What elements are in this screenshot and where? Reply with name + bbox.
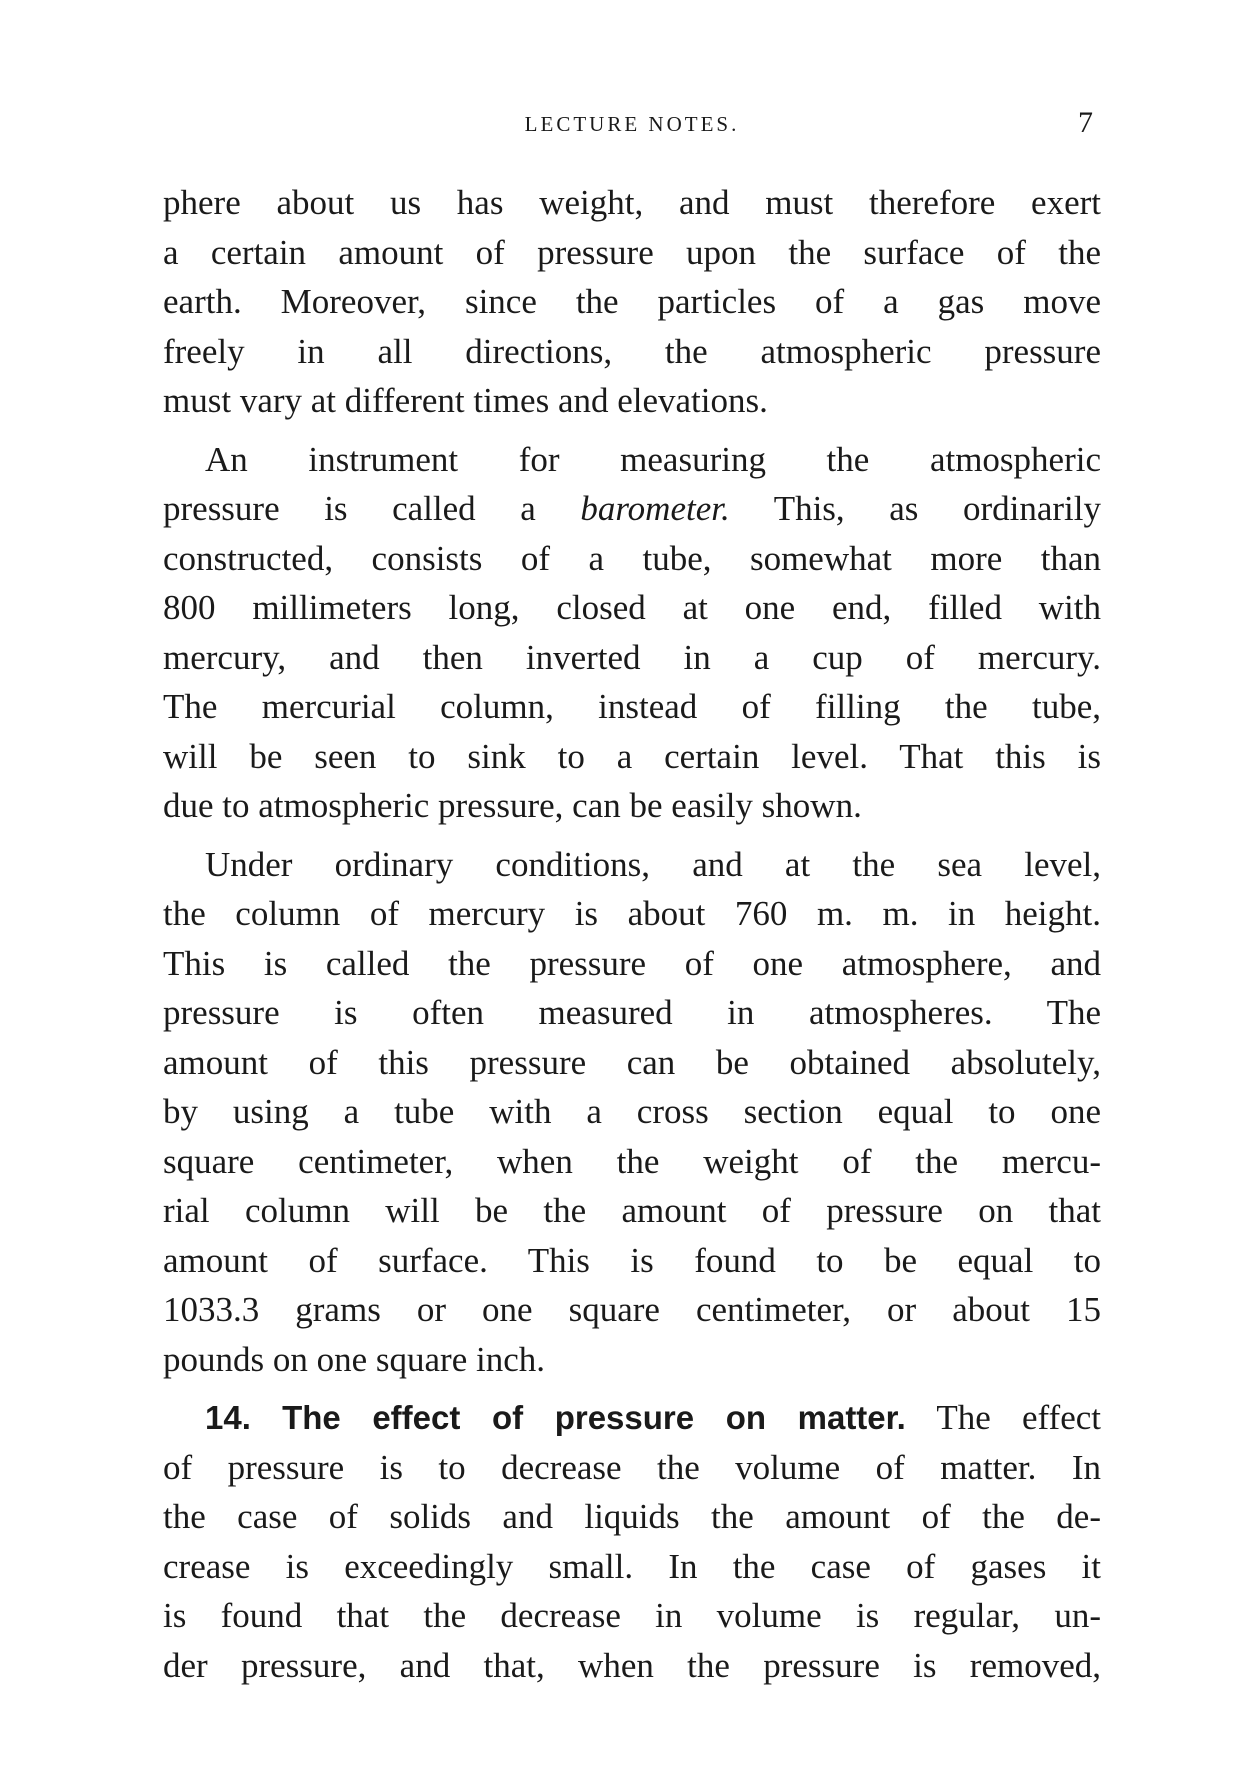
text-line: must vary at different times and elevations. bbox=[163, 381, 768, 420]
running-head bbox=[163, 104, 1101, 144]
text-line: by using a tube with a cross section equal to one bbox=[163, 1092, 1101, 1131]
body-text bbox=[163, 178, 1101, 1690]
section-heading: The effect of pressure on matter. bbox=[282, 1399, 906, 1436]
text-line bbox=[163, 484, 1101, 534]
text-span: The effect bbox=[905, 1398, 1101, 1437]
text-line: pressure is often measured in atmospheres. The bbox=[163, 993, 1101, 1032]
text-line: a certain amount of pressure upon the surface of the bbox=[163, 232, 1101, 272]
text-line: phere about us has weight, and must therefore exert bbox=[163, 183, 1101, 222]
text-line: mercury, and then inverted in a cup of mercury. bbox=[163, 637, 1101, 677]
text-line: will be seen to sink to a certain level. That this is bbox=[163, 736, 1101, 776]
text-line: earth. Moreover, since the particles of a gas move bbox=[163, 282, 1101, 321]
text-span: pressure is called a bbox=[163, 489, 581, 528]
section-14 bbox=[163, 1393, 1101, 1690]
text-line: An instrument for measuring the atmospheric bbox=[205, 439, 1101, 479]
paragraph-barometer bbox=[163, 435, 1101, 831]
text-line: crease is exceedingly small. In the case of gases it bbox=[163, 1546, 1101, 1586]
text-span: This, as ordinarily bbox=[729, 489, 1101, 528]
text-line: amount of surface. This is found to be equal to bbox=[163, 1240, 1101, 1280]
text-line: is found that the decrease in volume is regular, un- bbox=[163, 1596, 1101, 1635]
text-line: due to atmospheric pressure, can be easily shown. bbox=[163, 786, 862, 825]
text-line: rial column will be the amount of pressure on that bbox=[163, 1191, 1101, 1230]
text-line: amount of this pressure can be obtained absolutely, bbox=[163, 1042, 1101, 1082]
text-line: 800 millimeters long, closed at one end, filled with bbox=[163, 588, 1101, 627]
text-line: constructed, consists of a tube, somewhat more than bbox=[163, 538, 1101, 578]
text-line: the case of solids and liquids the amount of the de- bbox=[163, 1497, 1101, 1536]
page-number: 7 bbox=[1078, 106, 1093, 139]
term-barometer: barometer. bbox=[580, 489, 730, 528]
text-line: der pressure, and that, when the pressure is removed, bbox=[163, 1645, 1101, 1685]
text-line: The mercurial column, instead of filling the tube, bbox=[163, 687, 1101, 726]
section-heading-line bbox=[163, 1393, 1101, 1443]
paragraph-atmosphere bbox=[163, 840, 1101, 1385]
running-title: LECTURE NOTES. bbox=[524, 112, 740, 136]
paragraph-continuation bbox=[163, 178, 1101, 426]
text-line: Under ordinary conditions, and at the sea level, bbox=[205, 844, 1101, 884]
text-line: of pressure is to decrease the volume of matter. In bbox=[163, 1447, 1101, 1487]
text-line: pounds on one square inch. bbox=[163, 1339, 546, 1379]
text-line: This is called the pressure of one atmosphere, and bbox=[163, 943, 1101, 983]
text-line: freely in all directions, the atmospheric pressure bbox=[163, 331, 1101, 371]
text-line: square centimeter, when the weight of the mercu- bbox=[163, 1141, 1101, 1181]
section-number: 14. bbox=[205, 1399, 251, 1436]
text-line: the column of mercury is about 760 m. m. in height. bbox=[163, 894, 1101, 933]
text-line: 1033.3 grams or one square centimeter, or about 15 bbox=[163, 1290, 1101, 1329]
